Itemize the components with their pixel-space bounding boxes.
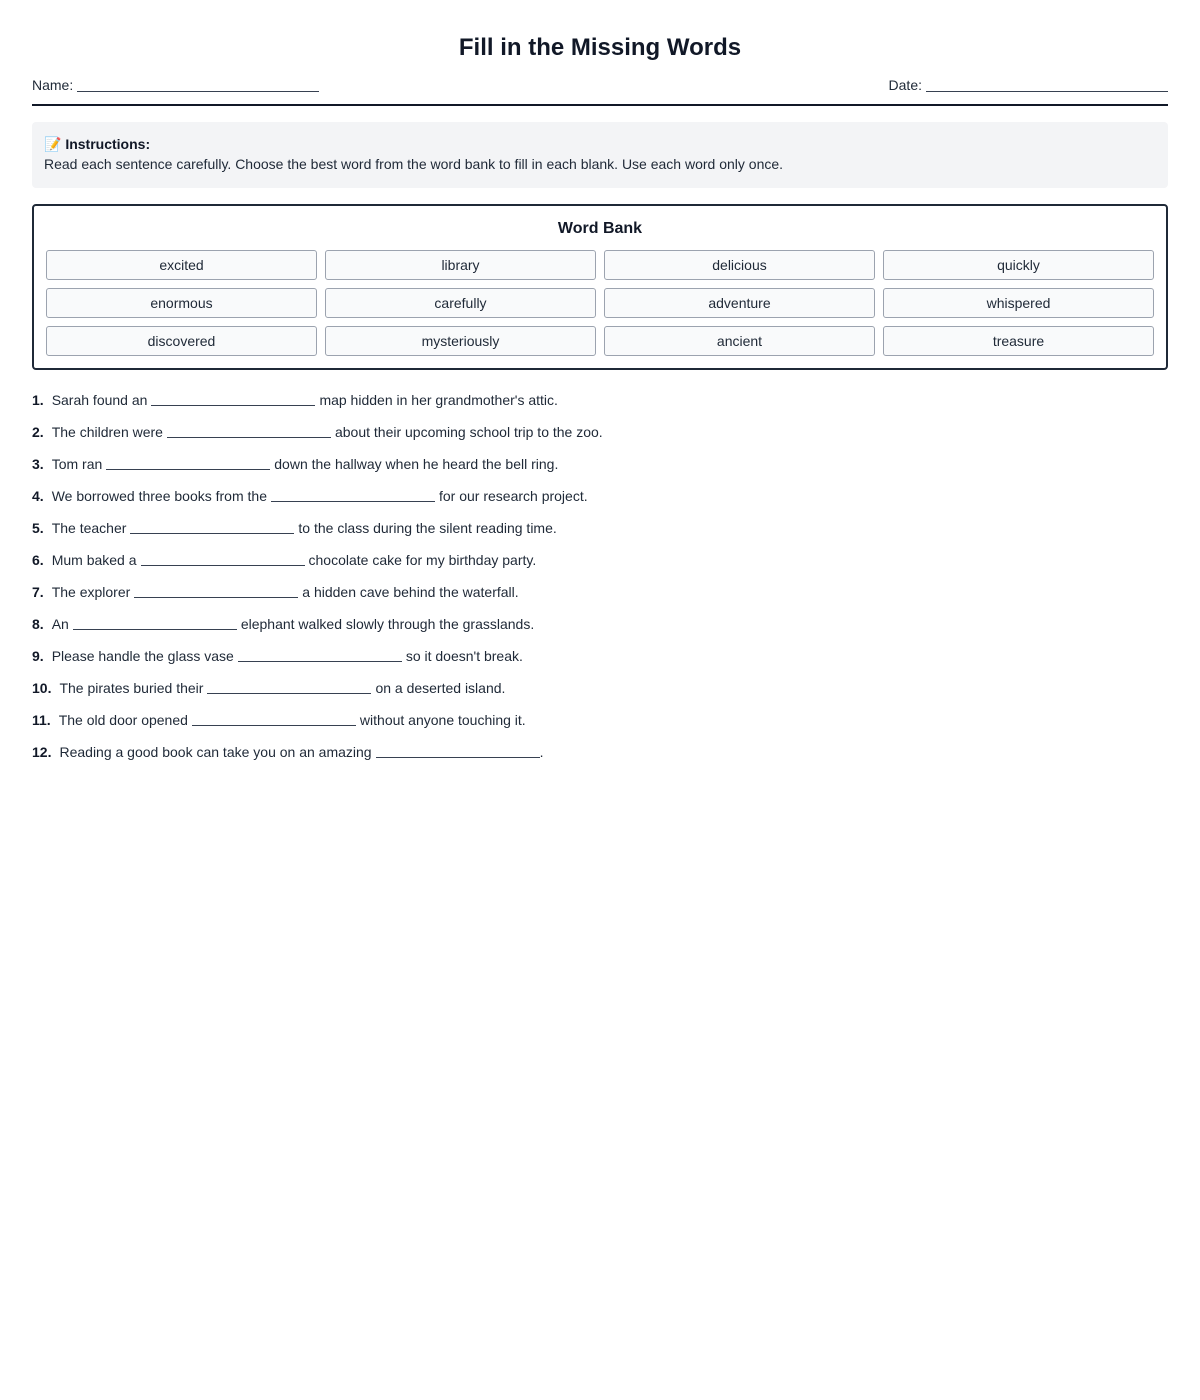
question-text-before: The teacher [51,520,127,536]
word-chip[interactable]: quickly [883,250,1154,280]
question-text-after: map hidden in her grandmother's attic. [319,392,558,408]
answer-blank[interactable] [130,518,294,534]
question-text-before: Tom ran [51,456,103,472]
answer-blank[interactable] [207,678,371,694]
question-text-before: The children were [51,424,163,440]
question-number: 11. [32,712,51,728]
word-chip[interactable]: library [325,250,596,280]
question-item [32,742,1168,774]
word-chip[interactable]: excited [46,250,317,280]
instructions-text: Read each sentence carefully. Choose the best word from the word bank to fill in each blank. Use each word only once. [44,156,784,172]
question-item [32,518,1168,550]
question-text-before: Please handle the glass vase [51,648,234,664]
question-list [32,390,1168,774]
page-title: Fill in the Missing Words [458,34,742,61]
question-text-after: for our research project. [438,488,588,504]
question-number: 2. [32,424,44,440]
instructions-box [32,122,1168,188]
name-field [32,76,319,94]
question-text-after: down the hallway when he heard the bell ring. [274,456,559,472]
question-text-before: Mum baked a [51,552,137,568]
answer-blank[interactable] [192,710,356,726]
instructions-heading [44,134,1156,154]
question-item [32,550,1168,582]
word-chip[interactable]: adventure [604,288,875,318]
word-bank-grid [46,250,1154,356]
word-chip[interactable]: ancient [604,326,875,356]
answer-blank[interactable] [151,390,315,406]
question-text-before: We borrowed three books from the [51,488,267,504]
word-chip[interactable]: whispered [883,288,1154,318]
word-chip[interactable]: treasure [883,326,1154,356]
question-number: 1. [32,392,44,408]
word-chip[interactable]: carefully [325,288,596,318]
question-text-after: so it doesn't break. [405,648,523,664]
question-text-after: to the class during the silent reading time. [298,520,557,536]
question-text-before: The pirates buried their [59,680,204,696]
question-text-before: An [51,616,69,632]
question-text-after: about their upcoming school trip to the zoo. [334,424,603,440]
answer-blank[interactable] [106,454,270,470]
date-input-line[interactable] [926,78,1168,92]
answer-blank[interactable] [238,646,402,662]
question-number: 3. [32,456,44,472]
date-field [889,76,1168,94]
question-text-after: without anyone touching it. [359,712,526,728]
question-item [32,678,1168,710]
memo-icon: 📝 [44,136,62,152]
word-bank [32,204,1168,370]
word-chip[interactable]: enormous [46,288,317,318]
answer-blank[interactable] [271,486,435,502]
header-row [32,76,1168,106]
question-item [32,710,1168,742]
question-text-after: elephant walked slowly through the grasslands. [240,616,535,632]
word-bank-title: Word Bank [557,220,643,237]
question-item [32,614,1168,646]
question-item [32,422,1168,454]
word-chip[interactable]: discovered [46,326,317,356]
question-number: 9. [32,648,44,664]
question-number: 10. [32,680,52,696]
question-number: 6. [32,552,44,568]
question-number: 4. [32,488,44,504]
instructions-title: Instructions: [65,136,151,152]
word-chip[interactable]: delicious [604,250,875,280]
question-text-before: The old door opened [58,712,188,728]
question-text-after: chocolate cake for my birthday party. [308,552,537,568]
date-label: Date: [888,77,922,93]
name-input-line[interactable] [77,78,319,92]
question-text-after: . [539,744,544,760]
answer-blank[interactable] [167,422,331,438]
question-text-before: The explorer [51,584,131,600]
word-chip[interactable]: mysteriously [325,326,596,356]
answer-blank[interactable] [376,742,540,758]
question-text-after: on a deserted island. [375,680,506,696]
question-text-before: Reading a good book can take you on an amazing [59,744,372,760]
answer-blank[interactable] [141,550,305,566]
answer-blank[interactable] [73,614,237,630]
question-item [32,582,1168,614]
answer-blank[interactable] [134,582,298,598]
question-item [32,646,1168,678]
question-item [32,454,1168,486]
question-number: 8. [32,616,44,632]
question-number: 7. [32,584,44,600]
question-number: 5. [32,520,44,536]
question-text-after: a hidden cave behind the waterfall. [302,584,519,600]
question-text-before: Sarah found an [51,392,148,408]
name-label: Name: [32,77,74,93]
question-item [32,486,1168,518]
question-item [32,390,1168,422]
question-number: 12. [32,744,52,760]
